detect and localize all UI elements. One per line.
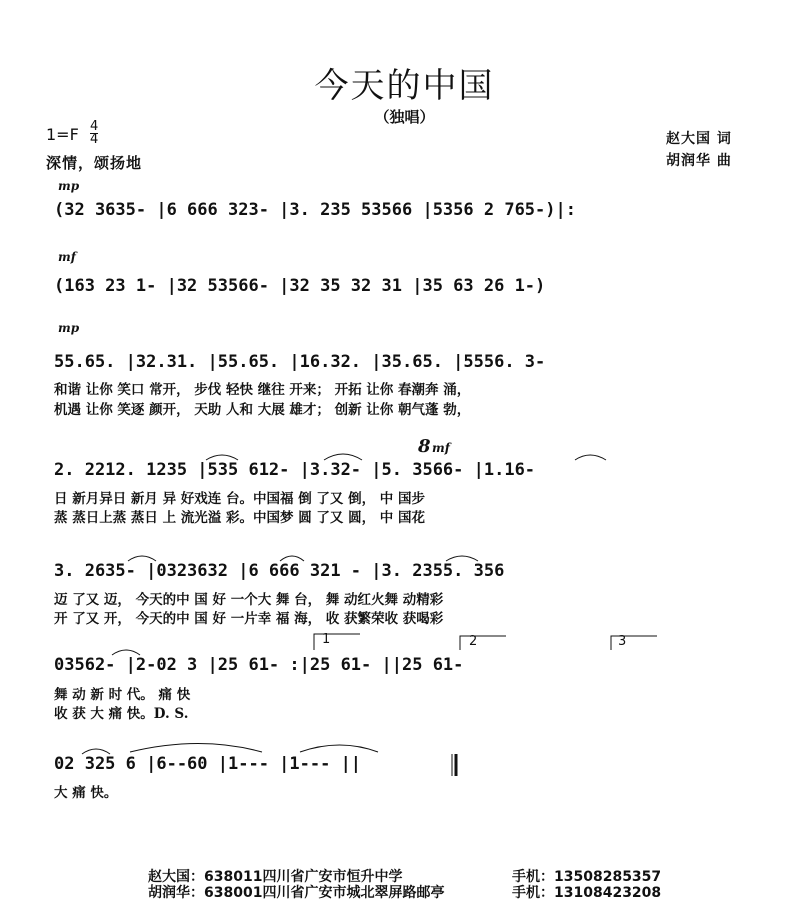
staff-line-7: 02 325 6 |6--60 |1--- |1--- || [54,754,362,774]
time-signature-top: 4 [90,119,99,134]
volta-1-bracket [314,634,360,650]
volta-3-label: 3 [618,634,627,649]
slur-1 [324,454,362,460]
composer-credit: 胡润华 曲 [666,153,732,169]
lyrics-line-5b: 开 了又 开， 今天的中 国 好 一片幸 福 海， 收 获繁荣收 获喝彩 [54,611,444,627]
lyrics-line-5a: 迈 了又 迈， 今天的中 国 好 一个大 舞 台， 舞 动红火舞 动精彩 [54,592,444,608]
dynamic-mp-1: mp [58,179,80,193]
lyricist-credit: 赵大国 词 [666,131,732,147]
time-signature-bottom: 4 [90,132,99,147]
octave-mark: 8 [418,436,431,457]
footer-phone-2: 手机：13108423208 [512,885,662,901]
dynamic-mf-2: mf [432,441,450,455]
slur-5 [280,556,304,561]
staff-line-2: (163 23 1- |32 53566- |32 35 32 31 |35 63 26 1-) [54,276,546,296]
lyrics-line-6b: 收 获 大 痛 快。D. S. [54,706,189,722]
staff-line-6: 03562- |2-02 3 |25 61- :|25 61- ||25 61- [54,655,464,675]
song-title: 今天的中国 [314,66,495,106]
slur-9 [130,744,262,753]
volta-3-bracket [611,636,657,650]
volta-2-label: 2 [469,634,478,649]
lyrics-line-4a: 日 新月异日 新月 异 好戏连 台。中国福 倒 了又 倒， 中 国步 [54,491,425,507]
volta-1-label: 1 [322,632,331,647]
slur-7 [112,650,140,655]
expression-marking: 深情，颂扬地 [46,154,143,172]
slur-2 [206,455,238,460]
slur-3 [575,455,606,460]
key-signature: 1=F [46,125,79,144]
slur-6 [446,556,478,561]
volta-2-bracket [460,636,506,650]
staff-line-1: (32 3635- |6 666 323- |3. 235 53566 |5356 2 765-)|: [54,200,576,220]
dynamic-mf-1: mf [58,250,76,264]
footer-contact-1: 赵大国：638011四川省广安市恒升中学 [148,869,403,885]
staff-line-5: 3. 2635- |0323632 |6 666 321 - |3. 2355. 356 [54,561,505,581]
slur-4 [128,556,156,561]
staff-line-4: 2. 2212. 1235 |535 612- |3.32- |5. 3566- |1.16- [54,460,536,480]
staff-line-3: 55.65. |32.31. |55.65. |16.32. |35.65. |5556. 3- [54,352,546,372]
lyrics-line-7a: 大 痛 快。 [54,785,118,801]
lyrics-line-6a: 舞 动 新 时 代。 痛 快 [54,687,191,703]
footer-phone-1: 手机：13508285357 [512,869,662,885]
lyrics-line-3b: 机遇 让你 笑逐 颜开， 天助 人和 大展 雄才； 创新 让你 朝气蓬 勃， [54,402,471,418]
dynamic-mp-2: mp [58,321,80,335]
slur-8 [82,749,110,754]
song-subtitle: （独唱） [374,108,435,126]
footer-contact-2: 胡润华：638001四川省广安市城北翠屏路邮亭 [148,885,445,901]
lyrics-line-3a: 和谐 让你 笑口 常开， 步伐 轻快 继往 开来； 开拓 让你 春潮奔 涌， [54,382,471,398]
lyrics-line-4b: 蒸 蒸日上蒸 蒸日 上 流光溢 彩。中国梦 圆 了又 圆， 中 国花 [54,510,425,526]
slur-10 [300,745,378,752]
